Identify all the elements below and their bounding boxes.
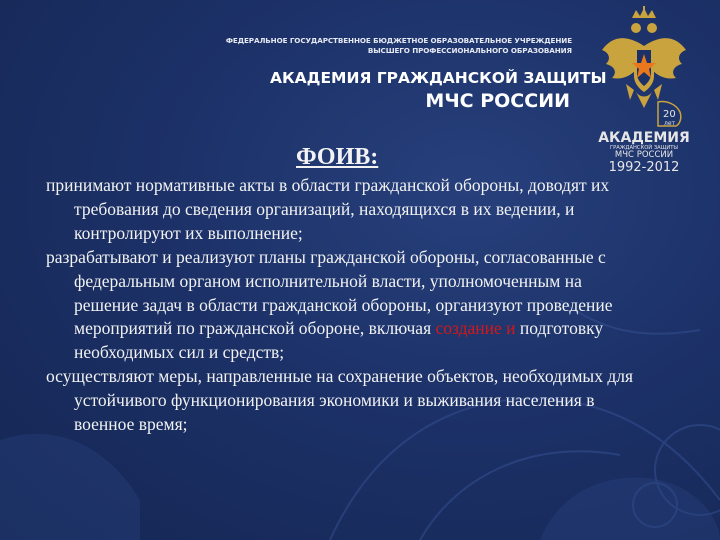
anniversary-number: 20 (663, 109, 676, 120)
paragraph-measures: осуществляют меры, направленные на сохранение объектов, необходимых для устойчивого функционирования экономики и выживания населения в военное время; (46, 366, 634, 435)
institution-line-1: ФЕДЕРАЛЬНОЕ ГОСУДАРСТВЕННОЕ БЮДЖЕТНОЕ ОБРАЗОВАТЕЛЬНОЕ УЧРЕЖДЕНИЕ (225, 36, 572, 45)
paragraph-plans-tail: подготовку необходимых сил и средств; (74, 318, 604, 363)
slide-body (46, 174, 646, 437)
academy-title: АКАДЕМИЯ ГРАЖДАНСКОЙ ЗАЩИТЫ (270, 69, 607, 87)
emblem-subtitle-2: МЧС РОССИИ (614, 150, 674, 160)
paragraph-plans-text: разрабатывают и реализуют планы гражданской обороны, согласованные с федеральным органом исполнительной власти, уполномоченным на решение задач в области гражданской обороны, организуют проведение мероприятий по гражданской обороне, включая (46, 246, 613, 339)
emblem-subtitle-1: ГРАЖДАНСКОЙ ЗАЩИТЫ (609, 145, 679, 151)
institution-line-2: ВЫСШЕГО ПРОФЕССИОНАЛЬНОГО ОБРАЗОВАНИЯ (367, 46, 572, 55)
anniversary-word: лет (664, 120, 676, 127)
academy-emblem-icon (596, 6, 692, 176)
highlighted-phrase: создание и (435, 318, 516, 339)
emblem-years: 1992-2012 (608, 160, 680, 175)
slide-heading: ФОИВ: (296, 144, 379, 170)
paragraph-acts: принимают нормативные акты в области гражданской обороны, доводят их требования до сведения организаций, находящихся в их ведении, и контролируют их выполнение; (46, 175, 610, 243)
mchs-title: МЧС РОССИИ (425, 90, 570, 112)
paragraph-plans (46, 246, 646, 366)
institution-header (222, 36, 572, 56)
emblem-name: АКАДЕМИЯ (598, 130, 690, 146)
